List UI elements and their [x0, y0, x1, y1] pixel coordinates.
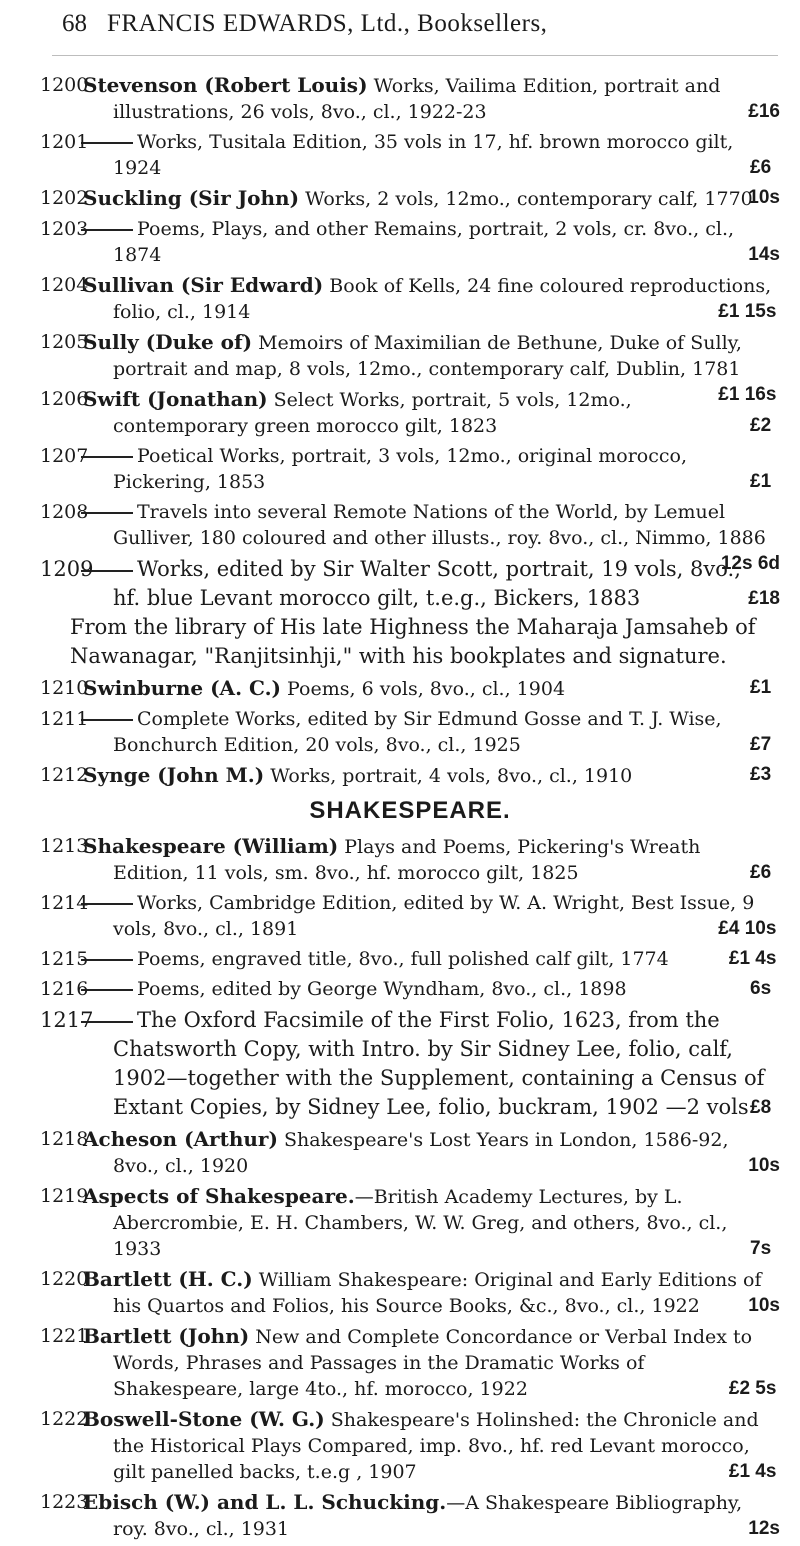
- lot-number: 1203: [40, 218, 89, 240]
- price: £1 15s: [718, 301, 777, 322]
- catalogue-entry: [40, 72, 780, 125]
- entry-description: Works, 2 vols, 12mo., contemporary calf, 1770: [299, 188, 753, 210]
- catalogue-entry: [40, 216, 780, 268]
- lot-number: 1219: [40, 1185, 89, 1207]
- entry-description: Book of Kells, 24 fine coloured reproductions, folio, cl., 1914: [113, 275, 772, 323]
- entry-text: [83, 72, 780, 125]
- price: 14s: [748, 244, 780, 265]
- price: £1 16s: [718, 384, 777, 405]
- catalogue-entry: [40, 706, 780, 758]
- ditto-dash: [81, 142, 133, 144]
- author-name: Acheson (Arthur): [83, 1127, 278, 1151]
- entry-text: [83, 946, 780, 972]
- lot-number: 1217: [40, 1008, 94, 1032]
- entry-description: William Shakespeare: Original and Early Editions of his Quartos and Folios, his Source Books, &c., 8vo., cl., 1922: [113, 1269, 762, 1317]
- entry-description: Shakespeare's Holinshed: the Chronicle and the Historical Plays Compared, imp. 8vo., hf. red Levant morocco, gilt panelled backs, t.e.g , 1907: [113, 1409, 759, 1483]
- price: 12s 6d: [720, 553, 780, 574]
- provenance-note: From the library of His late Highness the Maharaja Jamsaheb of Nawanagar, "Ranjitsinhji," with his bookplates and signature.: [70, 615, 756, 668]
- author-name: Boswell-Stone (W. G.): [83, 1407, 325, 1431]
- ditto-dash: [81, 719, 133, 721]
- entry-text: Swift (Jonathan) Select Works, portrait, 5 vols, 12mo., contemporary green morocco gilt, 1823 £2: [83, 387, 772, 437]
- lot-number: 1207: [40, 445, 89, 467]
- entry-description: Select Works, portrait, 5 vols, 12mo., contemporary green morocco gilt, 1823: [113, 389, 632, 437]
- entry-text: The Oxford Facsimile of the First Folio, 1623, from the Chatsworth Copy, with Intro. by Sir Sidney Lee, folio, calf, 1902—together with the Supplement, containing a Census of Extant Copies, by Sidney Lee, folio, buckram, 1902 —2 vols £8: [83, 1006, 780, 1122]
- author-name: Stevenson (Robert Louis): [83, 73, 368, 97]
- entries-list-a: [40, 72, 780, 789]
- lot-number: 1214: [40, 892, 89, 914]
- author-name: Synge (John M.): [83, 763, 265, 787]
- entry-text: Swinburne (A. C.) Poems, 6 vols, 8vo., cl., 1904 £1: [83, 676, 772, 700]
- entry-text: [83, 185, 780, 212]
- lot-number: 1218: [40, 1128, 89, 1150]
- header-rule: [52, 55, 778, 56]
- price: 10s: [748, 187, 780, 208]
- author-name: Swift (Jonathan): [83, 387, 268, 411]
- ditto-dash: [81, 456, 133, 458]
- lot-number: 1221: [40, 1325, 89, 1347]
- entry-description: Poems, engraved title, 8vo., full polished calf gilt, 1774: [137, 948, 669, 970]
- lot-number: 1202: [40, 187, 89, 209]
- running-title: FRANCIS EDWARDS, Ltd., Booksellers,: [107, 10, 548, 37]
- price: £18: [748, 588, 780, 609]
- entry-text: [83, 1126, 780, 1179]
- author-name: Aspects of Shakespeare.: [83, 1184, 355, 1208]
- entry-text: Poetical Works, portrait, 3 vols, 12mo., original morocco, Pickering, 1853 £1: [83, 443, 780, 495]
- catalogue-entry: [40, 185, 780, 212]
- catalogue-entry: [40, 272, 780, 325]
- entry-text: Shakespeare (William) Plays and Poems, Pickering's Wreath Edition, 11 vols, sm. 8vo., hf. morocco gilt, 1825 £6: [83, 834, 772, 884]
- entry-description: The Oxford Facsimile of the First Folio, 1623, from the Chatsworth Copy, with Intro. by Sir Sidney Lee, folio, calf, 1902—together with the Supplement, containing a Census of Extant Copies, by Sidney Lee, folio, buckram, 1902 —2 vols: [113, 1008, 765, 1119]
- catalogue-entry: [40, 443, 780, 495]
- entry-description: —British Academy Lectures, by L. Abercrombie, E. H. Chambers, W. W. Greg, and others, 8vo., cl., 1933: [113, 1186, 728, 1260]
- entry-description: Works, Tusitala Edition, 35 vols in 17, hf. brown morocco gilt, 1924: [113, 131, 734, 179]
- price: £16: [748, 101, 780, 122]
- catalogue-entry: [40, 976, 780, 1002]
- lot-number: 1201: [40, 131, 89, 153]
- ditto-dash: [81, 959, 133, 961]
- lot-number: 1213: [40, 835, 89, 857]
- catalogue-entry: [40, 1489, 780, 1542]
- entry-text: Poems, edited by George Wyndham, 8vo., cl., 1898 6s: [83, 976, 780, 1002]
- price: 12s: [748, 1518, 780, 1539]
- entry-description: Works, portrait, 4 vols, 8vo., cl., 1910: [264, 765, 633, 787]
- catalogue-entry: [40, 833, 780, 886]
- lot-number: 1215: [40, 948, 89, 970]
- entry-description: Plays and Poems, Pickering's Wreath Edition, 11 vols, sm. 8vo., hf. morocco gilt, 1825: [113, 836, 701, 884]
- lot-number: 1204: [40, 274, 89, 296]
- catalogue-entry: [40, 1323, 780, 1402]
- entry-text: Synge (John M.) Works, portrait, 4 vols, 8vo., cl., 1910 £3: [83, 763, 772, 787]
- ditto-dash: [81, 903, 133, 905]
- price: £1 4s: [728, 948, 777, 969]
- price: 10s: [748, 1295, 780, 1316]
- catalogue-entry: [40, 555, 780, 671]
- entry-text: [83, 1489, 780, 1542]
- entry-text: [83, 1406, 780, 1485]
- author-name: Sully (Duke of): [83, 330, 253, 354]
- entry-description: Poems, edited by George Wyndham, 8vo., cl., 1898: [137, 978, 627, 1000]
- entry-description: Works, Vailima Edition, portrait and illustrations, 26 vols, 8vo., cl., 1922-23: [113, 75, 721, 123]
- catalogue-entry: [40, 1006, 780, 1122]
- author-name: Ebisch (W.) and L. L. Schucking.: [83, 1490, 447, 1514]
- lot-number: 1220: [40, 1268, 89, 1290]
- lot-number: 1206: [40, 388, 89, 410]
- entry-text: [83, 555, 780, 613]
- lot-number: 1210: [40, 677, 89, 699]
- ditto-dash: [81, 229, 133, 231]
- entry-description: Memoirs of Maximilian de Bethune, Duke of Sully, portrait and map, 8 vols, 12mo., contemporary calf, Dublin, 1781: [113, 332, 742, 380]
- author-name: Suckling (Sir John): [83, 186, 300, 210]
- lot-number: 1212: [40, 764, 89, 786]
- entry-description: Poetical Works, portrait, 3 vols, 12mo., original morocco, Pickering, 1853: [113, 445, 687, 493]
- entry-description: Complete Works, edited by Sir Edmund Gosse and T. J. Wise, Bonchurch Edition, 20 vols, 8vo., cl., 1925: [113, 708, 722, 756]
- page-header: [62, 10, 762, 38]
- entry-text: [83, 890, 780, 942]
- entry-text: Aspects of Shakespeare.—British Academy Lectures, by L. Abercrombie, E. H. Chambers, W. W. Greg, and others, 8vo., cl., 1933 7s: [83, 1184, 772, 1260]
- catalogue-entry: [40, 946, 780, 972]
- entry-text: [83, 1266, 780, 1319]
- lot-number: 1216: [40, 978, 89, 1000]
- page-number: 68: [62, 10, 87, 37]
- section-heading: SHAKESPEARE.: [309, 797, 511, 824]
- catalogue-entry: [40, 386, 780, 439]
- lot-number: 1223: [40, 1491, 89, 1513]
- lot-number: 1205: [40, 331, 89, 353]
- catalogue-entry: [40, 129, 780, 181]
- entry-text: Works, Tusitala Edition, 35 vols in 17, hf. brown morocco gilt, 1924 £6: [83, 129, 780, 181]
- price: £2 5s: [728, 1378, 777, 1399]
- catalogue-entry: [40, 1266, 780, 1319]
- entry-text: [83, 1323, 780, 1402]
- lot-number: 1209: [40, 557, 94, 581]
- author-name: Swinburne (A. C.): [83, 676, 281, 700]
- price: £4 10s: [718, 918, 777, 939]
- ditto-dash: [81, 989, 133, 991]
- catalogue-body: [40, 72, 780, 1546]
- price: 10s: [748, 1155, 780, 1176]
- entry-description: Works, Cambridge Edition, edited by W. A. Wright, Best Issue, 9 vols, 8vo., cl., 1891: [113, 892, 755, 940]
- catalogue-entry: [40, 1183, 780, 1262]
- author-name: Bartlett (H. C.): [83, 1267, 253, 1291]
- price: £1 4s: [728, 1461, 777, 1482]
- ditto-dash: [81, 512, 133, 514]
- lot-number: 1208: [40, 501, 89, 523]
- entry-description: Travels into several Remote Nations of the World, by Lemuel Gulliver, 180 coloured and other illusts., roy. 8vo., cl., Nimmo, 1886: [113, 501, 766, 549]
- entry-text: Complete Works, edited by Sir Edmund Gosse and T. J. Wise, Bonchurch Edition, 20 vols, 8vo., cl., 1925 £7: [83, 706, 780, 758]
- entry-description: Shakespeare's Lost Years in London, 1586-92, 8vo., cl., 1920: [113, 1129, 729, 1177]
- entry-description: Works, edited by Sir Walter Scott, portrait, 19 vols, 8vo., hf. blue Levant morocco gilt, t.e.g., Bickers, 1883: [113, 557, 741, 610]
- author-name: Shakespeare (William): [83, 834, 339, 858]
- lot-number: 1211: [40, 708, 89, 730]
- catalogue-entry: [40, 1406, 780, 1485]
- catalogue-entry: [40, 890, 780, 942]
- author-name: Sullivan (Sir Edward): [83, 273, 324, 297]
- lot-number: 1200: [40, 74, 89, 96]
- catalogue-entry: [40, 762, 780, 789]
- author-name: Bartlett (John): [83, 1324, 250, 1348]
- entry-description: Poems, 6 vols, 8vo., cl., 1904: [281, 678, 566, 700]
- entry-text: [83, 499, 780, 574]
- entry-description: Poems, Plays, and other Remains, portrait, 2 vols, cr. 8vo., cl., 1874: [113, 218, 735, 266]
- entry-text: [83, 216, 780, 268]
- entry-description: New and Complete Concordance or Verbal Index to Words, Phrases and Passages in the Dramatic Works of Shakespeare, large 4to., hf. morocco, 1922: [113, 1326, 753, 1400]
- entries-list-b: [40, 833, 780, 1542]
- catalogue-entry: [40, 1126, 780, 1179]
- catalogue-entry: [40, 675, 780, 702]
- lot-number: 1222: [40, 1408, 89, 1430]
- entry-description: —A Shakespeare Bibliography, roy. 8vo., cl., 1931: [113, 1492, 743, 1540]
- entry-text: [83, 272, 780, 325]
